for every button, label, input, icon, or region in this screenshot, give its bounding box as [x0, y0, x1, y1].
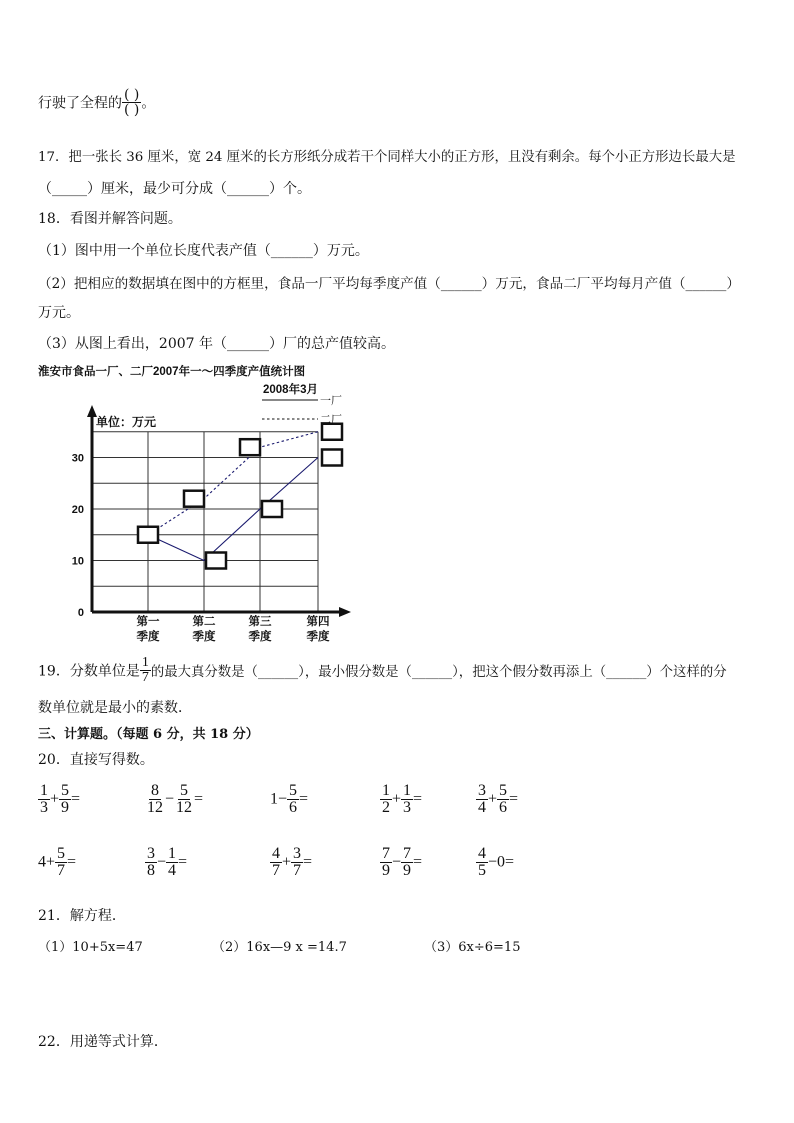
calc-item: [145, 783, 203, 816]
q21-eq2: （2）16x—9 x =14.7: [212, 940, 347, 955]
x-tick-label: 第三: [248, 616, 272, 628]
q21-eq3: （3）6x÷6=15: [424, 940, 521, 955]
fraction-denominator: 12: [176, 799, 193, 816]
fraction-denominator: 9: [403, 862, 412, 879]
q18-part2-line2: 万元。: [38, 305, 80, 321]
fraction: [145, 783, 165, 816]
answer-box: [206, 553, 226, 569]
fraction: [55, 846, 67, 879]
fraction-denominator: 4: [168, 862, 177, 879]
x-tick-label: 季度: [248, 631, 272, 643]
calc-item: [38, 846, 76, 879]
fraction: [291, 846, 303, 879]
operator: −0=: [488, 853, 515, 871]
fraction: [59, 783, 71, 816]
fraction-numerator: 5: [180, 782, 189, 799]
fraction-denominator: 4: [478, 799, 486, 816]
fraction-denominator: 8: [147, 862, 155, 879]
q22-title: 22．用递等式计算．: [38, 1034, 168, 1050]
fraction-denominator: 12: [147, 799, 163, 816]
fraction-denominator: 9: [382, 862, 390, 879]
fraction-denominator: 6: [289, 799, 298, 816]
fraction-denominator: 6: [499, 799, 508, 816]
q18-part2-line1: （2）把相应的数据填在图中的方框里，食品一厂平均每季度产值（______）万元，食品二厂平均每月产值（______）: [38, 276, 740, 292]
q17-line2: （_____）厘米，最少可分成（______）个。: [38, 181, 311, 197]
fraction-numerator: 1: [403, 782, 412, 799]
fraction: [38, 783, 50, 816]
operator: +: [392, 790, 402, 808]
x-tick-label: 第二: [192, 616, 216, 628]
fraction-numerator: 5: [57, 845, 66, 862]
calc-item: [476, 783, 518, 816]
fraction-numerator: 7: [382, 845, 390, 862]
calc-item: [380, 783, 422, 816]
q19-rest: 的最大真分数是（______），最小假分数是（______），把这个假分数再添上（______）个这样的分: [150, 665, 727, 680]
operator: +: [282, 853, 292, 871]
fraction: [145, 846, 157, 879]
operator: 4+: [38, 853, 56, 871]
fraction-denominator: 3: [40, 799, 48, 816]
x-tick-label: 第四: [306, 616, 330, 628]
operator: 1−: [270, 790, 288, 808]
calc-item: [476, 846, 514, 879]
calc-item: [270, 846, 312, 879]
operator: =: [178, 853, 188, 871]
q16-frac-den: ( ): [124, 102, 140, 118]
fraction: [476, 783, 488, 816]
q19-fraction: [140, 656, 151, 685]
q18-part3: （3）从图上看出，2007 年（______）厂的总产值较高。: [38, 336, 395, 352]
answer-box: [262, 501, 282, 517]
fraction-numerator: 1: [168, 845, 177, 862]
operator: −: [392, 853, 402, 871]
q21-eq1: （1）10+5x=47: [38, 940, 143, 955]
y-axis-label: 单位：万元: [96, 415, 157, 429]
q16-end: 。: [141, 95, 156, 112]
q19-line1: [38, 656, 727, 685]
fraction: [380, 846, 392, 879]
fraction: [401, 783, 413, 816]
chart-subtitle: 2008年3月: [263, 384, 318, 396]
fraction-denominator: 3: [403, 799, 412, 816]
q19-prefix: 19．分数单位是: [38, 663, 140, 680]
fraction-numerator: 3: [478, 782, 486, 799]
calc-item: [380, 846, 422, 879]
y-tick-label: 30: [71, 452, 84, 465]
answer-box: [322, 424, 342, 440]
fraction: [287, 783, 299, 816]
operator: =: [509, 790, 519, 808]
y-tick-label: 20: [71, 504, 84, 516]
fraction-numerator: 3: [147, 845, 155, 862]
x-tick-label: 第一: [136, 616, 160, 628]
x-tick-label: 季度: [192, 631, 216, 643]
x-axis-arrow: [339, 607, 351, 617]
operator: +: [488, 790, 498, 808]
calc-item: [145, 846, 187, 879]
fraction-denominator: 7: [272, 862, 280, 879]
x-tick-label: 季度: [306, 631, 330, 643]
operator: +: [50, 790, 60, 808]
operator: =: [413, 853, 423, 871]
q19-frac-num: 1: [141, 655, 149, 670]
operator: =: [71, 790, 81, 808]
y-tick-label: 0: [77, 607, 84, 619]
calc-item: [270, 783, 308, 816]
fraction-numerator: 5: [61, 782, 70, 799]
chart-title: 淮安市食品一厂、二厂2007年一～四季度产值统计图: [38, 366, 306, 378]
fraction: [270, 846, 282, 879]
x-tick-label: 季度: [136, 631, 160, 643]
operator: =: [303, 853, 313, 871]
fraction-numerator: 1: [40, 782, 48, 799]
fraction-denominator: 7: [57, 862, 66, 879]
fraction-denominator: 2: [382, 799, 390, 816]
fraction-numerator: 5: [499, 782, 508, 799]
answer-box: [138, 527, 158, 543]
q16-text: 行驶了全程的: [38, 95, 122, 112]
q21-title: 21．解方程．: [38, 908, 126, 924]
fraction-numerator: 7: [403, 845, 412, 862]
operator: −: [165, 790, 175, 808]
q18-part1: （1）图中用一个单位长度代表产值（______）万元。: [38, 243, 369, 259]
section3-title: 三、计算题。（每题 6 分，共 18 分）: [38, 727, 259, 742]
fraction-numerator: 4: [272, 845, 280, 862]
fraction-numerator: 4: [478, 845, 486, 862]
fraction: [380, 783, 392, 816]
y-tick-label: 10: [71, 555, 84, 568]
fraction: [401, 846, 413, 879]
fraction: [174, 783, 194, 816]
calc-item: [38, 783, 80, 816]
operator: =: [67, 853, 77, 871]
q19-frac-den: 7: [141, 670, 149, 685]
operator: =: [413, 790, 423, 808]
fraction-numerator: 3: [293, 845, 302, 862]
fraction-denominator: 7: [293, 862, 302, 879]
answer-box: [184, 491, 204, 507]
legend-label-factory-2: 二厂: [320, 414, 342, 426]
fraction-numerator: 1: [382, 782, 390, 799]
answer-box: [240, 439, 260, 455]
fraction: [497, 783, 509, 816]
operator: −: [157, 853, 167, 871]
fraction-numerator: 5: [289, 782, 298, 799]
q19-line2: 数单位就是最小的素数．: [38, 700, 192, 716]
fraction-numerator: 8: [151, 782, 159, 799]
answer-box: [322, 450, 342, 466]
fraction: [476, 846, 488, 879]
q20-title: 20．直接写得数。: [38, 752, 154, 768]
operator: =: [299, 790, 309, 808]
fraction: [166, 846, 178, 879]
fraction-denominator: 9: [61, 799, 70, 816]
operator: =: [194, 790, 204, 808]
fraction-denominator: 5: [478, 862, 486, 879]
q18-title: 18．看图并解答问题。: [38, 211, 182, 227]
q17-line1: 17．把一张长 36 厘米，宽 24 厘米的长方形纸分成若干个同样大小的正方形，且没有剩余。每个小正方形边长最大是: [38, 150, 736, 165]
q16-frac-num: ( ): [124, 87, 140, 103]
legend-label-factory-1: 一厂: [320, 395, 342, 407]
